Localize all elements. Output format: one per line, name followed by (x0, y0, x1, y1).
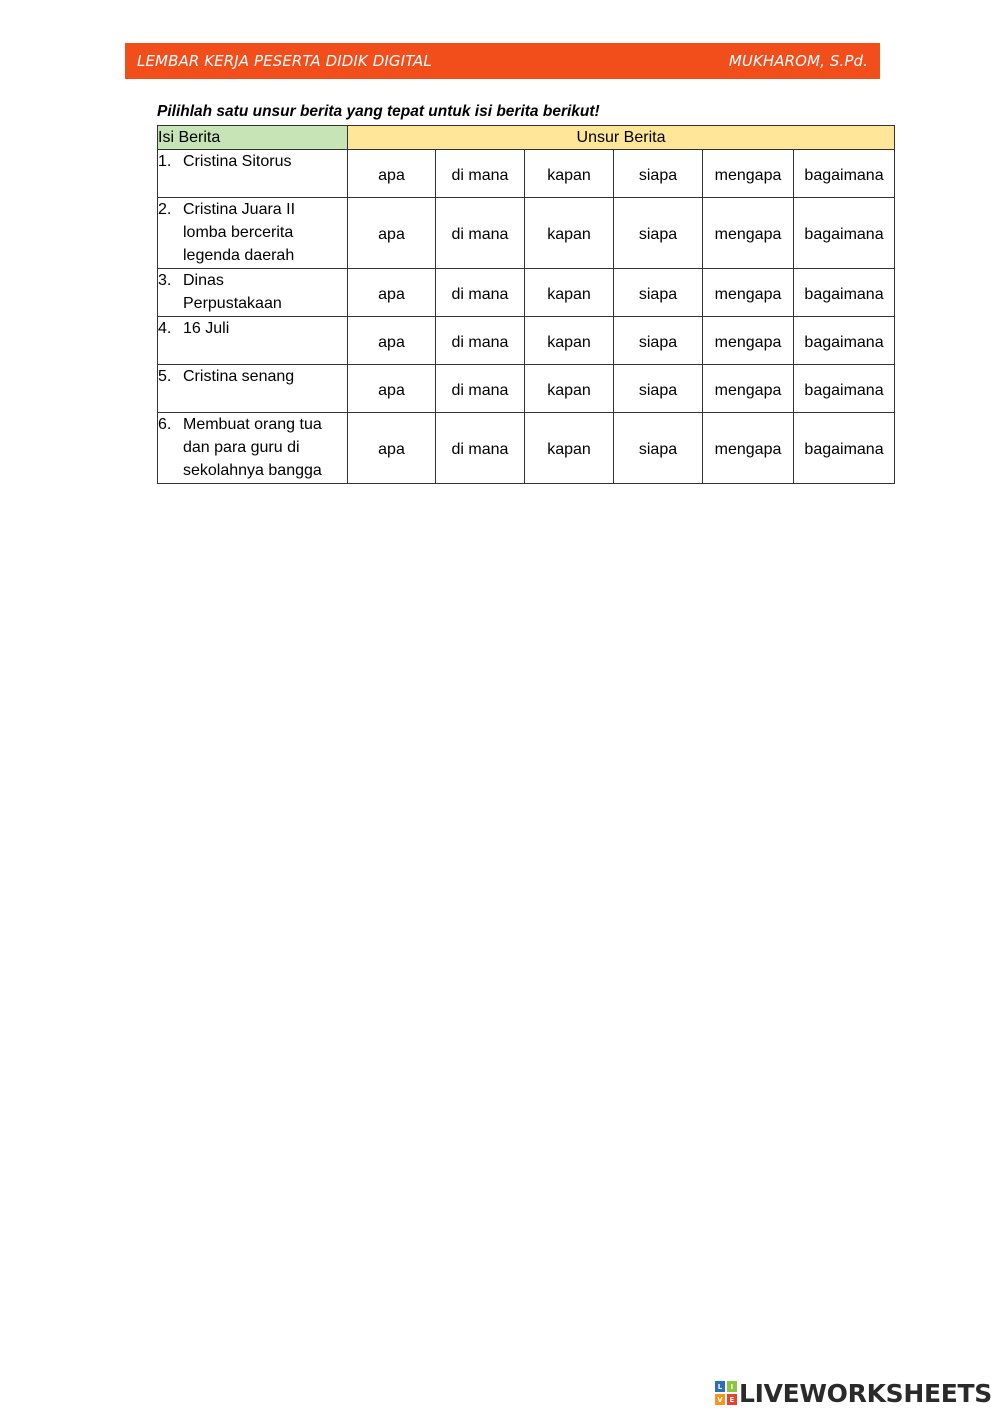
table-row (158, 317, 895, 365)
isi-berita-cell (158, 198, 348, 269)
option-mengapa[interactable] (703, 198, 794, 269)
option-mengapa[interactable] (703, 317, 794, 365)
option-bagaimana[interactable] (794, 198, 895, 269)
table-row (158, 413, 895, 484)
isi-berita-cell (158, 269, 348, 317)
option-siapa[interactable] (614, 365, 703, 413)
option-apa[interactable] (348, 150, 436, 198)
option-bagaimana[interactable] (794, 365, 895, 413)
option-label: di mana (451, 285, 509, 303)
header-band (125, 43, 880, 79)
option-label: apa (378, 381, 405, 399)
option-bagaimana[interactable] (794, 269, 895, 317)
logo-letter: I (727, 1381, 737, 1392)
option-label: bagaimana (804, 333, 884, 351)
table-row (158, 198, 895, 269)
option-apa[interactable] (348, 198, 436, 269)
table-row (158, 365, 895, 413)
liveworksheets-logo (715, 1378, 992, 1408)
row-number: 6. (158, 416, 172, 433)
option-label: mengapa (714, 166, 782, 184)
header-author: MUKHAROM, S.Pd. (728, 52, 868, 70)
option-apa[interactable] (348, 413, 436, 484)
option-di-mana[interactable] (436, 365, 525, 413)
option-mengapa[interactable] (703, 269, 794, 317)
option-label: mengapa (714, 285, 782, 303)
header-isi-berita: Isi Berita (158, 126, 348, 150)
option-siapa[interactable] (614, 150, 703, 198)
table-header-row (158, 126, 895, 150)
isi-berita-text (183, 198, 347, 267)
option-bagaimana[interactable] (794, 413, 895, 484)
option-di-mana[interactable] (436, 317, 525, 365)
row-number: 4. (158, 320, 172, 337)
isi-berita-text (183, 317, 347, 340)
table-row (158, 269, 895, 317)
row-number: 1. (158, 153, 172, 170)
option-kapan[interactable] (525, 269, 614, 317)
answer-table (157, 125, 895, 484)
instruction-text: Pilihlah satu unsur berita yang tepat untuk isi berita berikut! (157, 103, 600, 120)
isi-berita-line: 16 Juli (183, 320, 230, 337)
option-label: bagaimana (804, 285, 884, 303)
isi-berita-line: Dinas (183, 272, 224, 289)
option-label: siapa (638, 381, 678, 399)
option-label: di mana (451, 226, 509, 243)
isi-berita-cell (158, 365, 348, 413)
isi-berita-line: dan para guru di (183, 439, 300, 456)
option-label: apa (378, 333, 405, 351)
isi-berita-cell (158, 150, 348, 198)
option-kapan[interactable] (525, 365, 614, 413)
option-label: kapan (547, 333, 591, 351)
logo-letter: V (715, 1394, 725, 1405)
option-label: mengapa (714, 226, 782, 243)
option-label: mengapa (714, 333, 782, 351)
isi-berita-line: lomba bercerita (183, 224, 294, 241)
option-label: siapa (638, 285, 678, 303)
option-label: mengapa (714, 381, 782, 399)
option-mengapa[interactable] (703, 150, 794, 198)
option-kapan[interactable] (525, 198, 614, 269)
logo-text: LIVEWORKSHEETS (738, 1378, 992, 1408)
isi-berita-cell (158, 317, 348, 365)
option-kapan[interactable] (525, 150, 614, 198)
option-label: di mana (451, 333, 509, 351)
option-label: siapa (638, 333, 678, 351)
option-label: siapa (638, 166, 678, 184)
option-label: bagaimana (804, 381, 884, 399)
isi-berita-line: Perpustakaan (183, 295, 282, 312)
option-di-mana[interactable] (436, 150, 525, 198)
logo-letter: E (727, 1394, 737, 1405)
option-bagaimana[interactable] (794, 317, 895, 365)
option-label: bagaimana (804, 441, 884, 458)
option-siapa[interactable] (614, 198, 703, 269)
option-apa[interactable] (348, 269, 436, 317)
header-unsur-berita: Unsur Berita (348, 126, 895, 150)
option-label: kapan (547, 441, 591, 458)
isi-berita-text (183, 150, 347, 173)
isi-berita-cell (158, 413, 348, 484)
option-label: kapan (547, 381, 591, 399)
option-kapan[interactable] (525, 413, 614, 484)
row-number: 3. (158, 272, 172, 289)
option-label: kapan (547, 166, 591, 184)
option-mengapa[interactable] (703, 413, 794, 484)
option-apa[interactable] (348, 365, 436, 413)
option-label: siapa (638, 226, 678, 243)
option-apa[interactable] (348, 317, 436, 365)
option-di-mana[interactable] (436, 413, 525, 484)
option-label: di mana (451, 166, 509, 184)
table-row (158, 150, 895, 198)
option-label: apa (378, 285, 405, 303)
isi-berita-line: legenda daerah (183, 247, 295, 264)
option-mengapa[interactable] (703, 365, 794, 413)
isi-berita-line: Membuat orang tua (183, 416, 322, 433)
logo-letter: L (715, 1381, 725, 1392)
isi-berita-line: Cristina Juara II (183, 201, 296, 218)
isi-berita-text (183, 413, 347, 482)
isi-berita-text (183, 269, 347, 315)
option-label: apa (378, 166, 405, 184)
isi-berita-text (183, 365, 347, 388)
option-label: apa (378, 226, 405, 243)
option-kapan[interactable] (525, 317, 614, 365)
option-di-mana[interactable] (436, 269, 525, 317)
option-siapa[interactable] (614, 269, 703, 317)
option-label: kapan (547, 285, 591, 303)
row-number: 5. (158, 368, 172, 385)
header-title: LEMBAR KERJA PESERTA DIDIK DIGITAL (137, 52, 432, 70)
option-bagaimana[interactable] (794, 150, 895, 198)
option-siapa[interactable] (614, 413, 703, 484)
option-label: di mana (451, 441, 509, 458)
isi-berita-line: Cristina Sitorus (183, 153, 292, 170)
isi-berita-line: sekolahnya bangga (183, 462, 322, 479)
option-label: apa (378, 441, 405, 458)
option-label: bagaimana (804, 226, 884, 243)
row-number: 2. (158, 201, 172, 218)
option-label: di mana (451, 381, 509, 399)
option-label: bagaimana (804, 166, 884, 184)
option-label: kapan (547, 226, 591, 243)
live-logo-icon (715, 1381, 737, 1405)
option-label: mengapa (714, 441, 782, 458)
isi-berita-line: Cristina senang (183, 368, 295, 385)
option-siapa[interactable] (614, 317, 703, 365)
option-di-mana[interactable] (436, 198, 525, 269)
option-label: siapa (638, 441, 678, 458)
